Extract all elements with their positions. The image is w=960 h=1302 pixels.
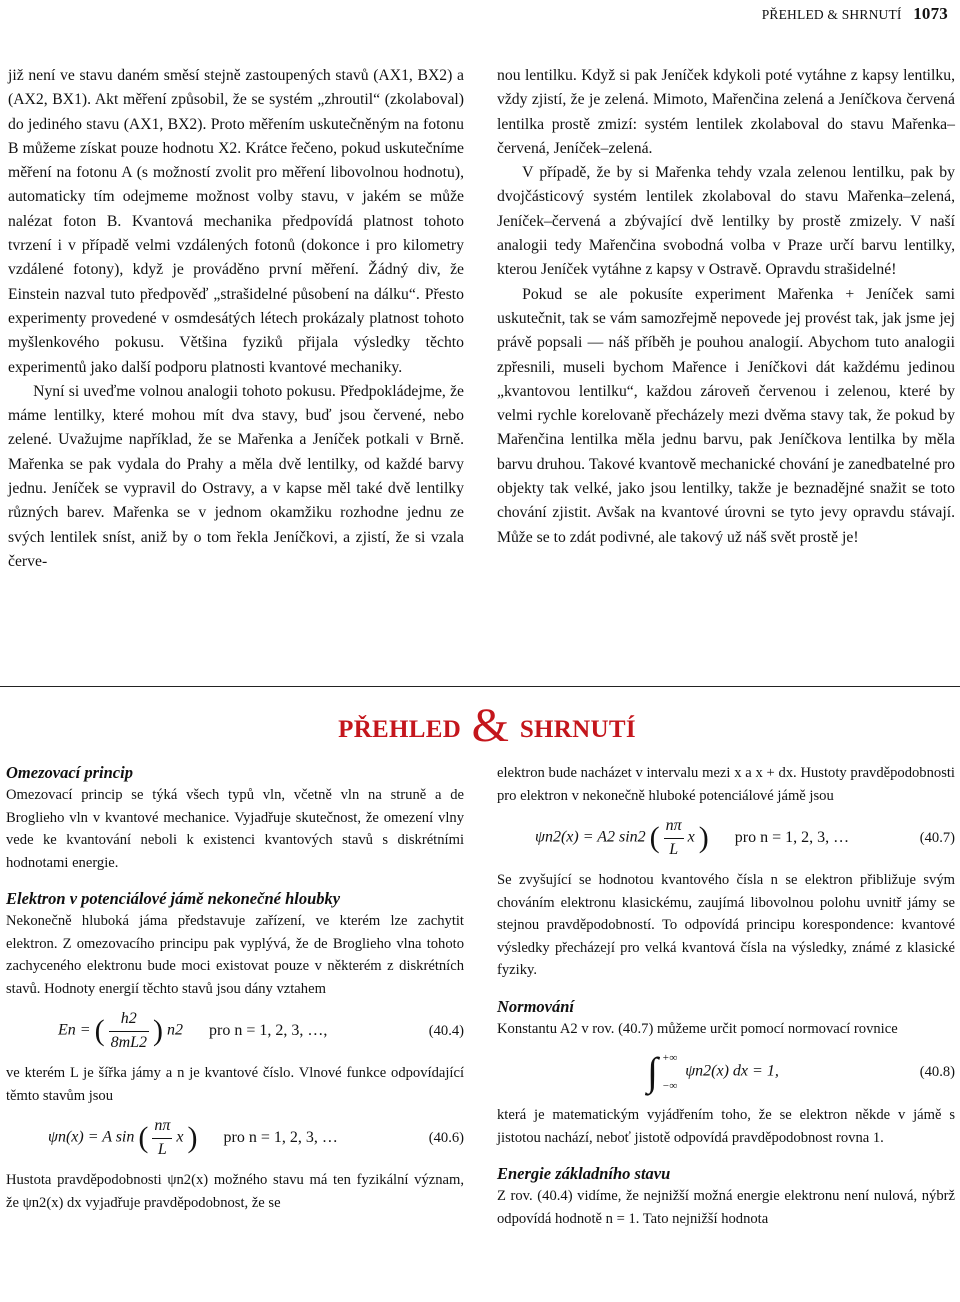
- summary-heading: Energie základního stavu: [497, 1164, 671, 1183]
- summary-paragraph: ve kterém L je šířka jámy a n je kvantové číslo. Vlnové funkce odpovídající těmto stavům jsou: [6, 1065, 464, 1104]
- integral-lower-limit: −∞: [661, 1080, 678, 1092]
- equation-number: (40.8): [919, 1063, 955, 1080]
- equation-40-7: ψn2(x) = A2 sin2 ( $\frac{n\pi}{L}$ x ) pro n = 1, 2, 3, … (40.7): [497, 815, 955, 861]
- eq-condition: pro n = 1, 2, 3, …: [223, 1128, 338, 1146]
- integral-sign-icon: ∫: [647, 1048, 658, 1094]
- paragraph: již není ve stavu daném směsí stejně zastoupených stavů (AX1, BX2) a (AX2, BX1). Akt měření způsobil, že se systém „zhroutil“ (zkolaboval) do jediného stavu (AX1, BX2). Proto měřením uskutečněným na fotonu B můžeme získat pouze hodnotu X2. Krátce řečeno, pokud uskutečníme měření na fotonu A (s možností zvolit pro měření libovolnou hodnotu), automaticky tím odejmeme možnost volby stavu, v jakém se může nalézat foton B. Kvantová mechanika předpovídá platnost tohoto tvrzení i v případě velmi vzdálených fotonů (dokonce i pro kilometry vzdálené fotony), když je prováděno první měření. Žádný div, že Einstein nazval tuto předpověď „strašidelné působení na dálku“. Přesto experimenty provedené v osmdesátých létech prokázaly platnost tohoto myšlenkového pokusu. Většina fyziků přijala výsledky těchto experimentů jako další podporu platnosti kvantové mechaniky.: [8, 67, 464, 376]
- eq-condition: pro n = 1, 2, 3, …,: [209, 1021, 328, 1039]
- summary-heading: Elektron v potenciálové jámě nekonečné hloubky: [6, 889, 341, 908]
- equation-number: (40.7): [919, 829, 955, 846]
- eq-numerator: h2: [109, 1008, 149, 1032]
- eq-lhs: ψn(x) = A sin: [48, 1128, 135, 1146]
- summary-paragraph: Konstantu A2 v rov. (40.7) můžeme určit pomocí normovací rovnice: [497, 1020, 898, 1037]
- equation-40-4: En = ( $\frac{h2}{8mL2}$ ) n2 pro n = 1, 2, 3, …, (40.4): [6, 1008, 464, 1054]
- section-divider: [0, 686, 960, 687]
- header-title: PŘEHLED & SHRNUTÍ: [761, 7, 902, 22]
- paragraph: nou lentilku. Když si pak Jeníček kdykoli poté vytáhne z kapsy lentilku, vždy zjistí, že je zelená. Mimoto, Mařenčina zelená a Jeníčkova červená lentilka prostě zmizí: systém lentilek zkolaboval do stavu Mařenka–červená, Jeníček–zelená.: [497, 67, 955, 157]
- left-column-body: [8, 64, 464, 574]
- right-column-body: [497, 64, 955, 550]
- eq-numerator: nπ: [152, 1115, 172, 1139]
- summary-heading: Normování: [497, 996, 575, 1016]
- summary-paragraph: která je matematickým vyjádřením toho, že se elektron někde v jámě s jistotou nachází, neboť jistotě odpovídá pravděpodobnost rovna 1.: [497, 1107, 955, 1146]
- summary-heading: Omezovací princip: [6, 763, 133, 782]
- paragraph: Pokud se ale pokusíte experiment Mařenka + Jeníček sami uskutečnit, tak se vám samozřejmě nepovede jej provést tak, jak jsme jej právě popsali — náš příběh je pouhou analogií. Abychom tuto analogii zpřesnili, museli bychom Mařence i Jeníčkovi dát každému jedinou „kvantovou lentilku“, každou zároveň červenou i zelenou, které by velmi rychle korelovaně přecházely mezi dvěma stavy tak, že pokud by Mařenčina lentilka měla jednu barvu, pak Jeníčkova lentilka by měla barvu druhou. Takové kvantově mechanické chování je zanedbatelné pro objekty tak velké, jako jsou lentilky, takže je beznadějné snažit se toto chování zjistit. Avšak na kvantové úrovni se tyto jevy opravdu stávají. Může se to zdát podivné, ale takový už náš svět prostě je!: [497, 285, 955, 546]
- summary-left-column: [6, 762, 464, 1214]
- section-title-ampersand: &: [471, 699, 510, 752]
- running-header: [762, 4, 948, 24]
- equation-number: (40.4): [428, 1022, 464, 1039]
- summary-right-column: [497, 762, 955, 1230]
- eq-lhs: En =: [58, 1021, 91, 1039]
- equation-40-8: [497, 1044, 955, 1100]
- summary-paragraph: elektron bude nacházet v intervalu mezi x a x + dx. Hustoty pravděpodobnosti pro elektron v nekonečně hluboké potenciálové jámě jsou: [497, 765, 955, 804]
- eq-denominator: L: [669, 840, 679, 858]
- summary-paragraph: Z rov. (40.4) vidíme, že nejnižší možná energie elektronu není nulová, nýbrž odpovídá hodnotě n = 1. Tato nejnižší hodnota: [497, 1188, 955, 1227]
- eq-lhs: ψn2(x) = A2 sin2: [535, 828, 646, 846]
- page-number: 1073: [913, 4, 948, 23]
- summary-paragraph: Omezovací princip se týká všech typů vln, včetně vln na struně a de Broglieho vln v kvantové mechanice. Vyjadřuje skutečnost, že omezení vlny vede ke kvantování neboli k existenci kvantových stavů s diskrétními hodnotami energie.: [6, 787, 464, 871]
- equation-40-6: ψn(x) = A sin ( $\frac{n\pi}{L}$ x ) pro n = 1, 2, 3, … (40.6): [6, 1115, 464, 1161]
- section-title-left: PŘEHLED: [338, 716, 462, 743]
- summary-paragraph: Se zvyšující se hodnotou kvantového čísla n se elektron přibližuje svým chováním elektronu klasickému, zaujímá libovolnou polohu uvnitř jámy se stejnou pravděpodobností. To odpovídá principu korespondence: kvantové výsledky přecházejí pro velká kvantová čísla na výsledky, známé z klasické fyziky.: [497, 872, 955, 978]
- section-title-right: SHRNUTÍ: [519, 716, 636, 743]
- summary-paragraph: Hustota pravděpodobnosti ψn2(x) možného stavu má ten fyzikální význam, že ψn2(x) dx vyjadřuje pravděpodobnost, že se: [6, 1172, 464, 1211]
- paragraph: Nyní si uveďme volnou analogii tohoto pokusu. Předpokládejme, že máme lentilky, které mohou mít dva stavy, buď jsou červené, nebo zelené. Uvažujme například, že se Mařenka a Jeníček potkali v Brně. Mařenka se pak vydala do Prahy a měla dvě lentilky, od každé barvy jednu. Jeníček se vypravil do Ostravy, a v kapse měl také dvě lentilky různých barev. Mařenka se v jednom okamžiku rozhodne jednu ze svých lentilek sníst, aniž by o tom řekla Jeníčkovi, a zjistí, že si vzala červe-: [8, 382, 464, 570]
- eq-rhs: n2: [167, 1021, 184, 1039]
- section-title: [322, 698, 652, 753]
- eq-body: ψn2(x) dx = 1,: [685, 1062, 779, 1080]
- eq-rhs: x: [176, 1128, 184, 1146]
- eq-denominator: L: [157, 1140, 167, 1158]
- eq-numerator: nπ: [664, 815, 684, 839]
- eq-denominator: 8mL2: [110, 1033, 148, 1051]
- equation-number: (40.6): [428, 1129, 464, 1146]
- integral-upper-limit: +∞: [661, 1052, 678, 1064]
- paragraph: V případě, že by si Mařenka tehdy vzala zelenou lentilku, pak by dvojčásticový systém lentilek zkolaboval do stavu Mařenka–zelená, Jeníček–červená a zbývající dvě lentilky by prostě zmizely. V naší analogii tedy Mařenčina svobodná volba v Praze určí barvu lentilky, kterou Jeníček vytáhne z kapsy v Ostravě. Opravdu strašidelné!: [497, 164, 955, 279]
- eq-rhs: x: [687, 828, 695, 846]
- eq-condition: pro n = 1, 2, 3, …: [734, 828, 850, 846]
- summary-paragraph: Nekonečně hluboká jáma představuje zařízení, ve kterém lze zachytit elektron. Z omezovacího principu pak vyplývá, že de Broglieho vlna tohoto zachyceného elektronu bude moci existovat pouze v některém z diskrétních stavů. Hodnoty energií těchto stavů jsou dány vztahem: [6, 913, 464, 997]
